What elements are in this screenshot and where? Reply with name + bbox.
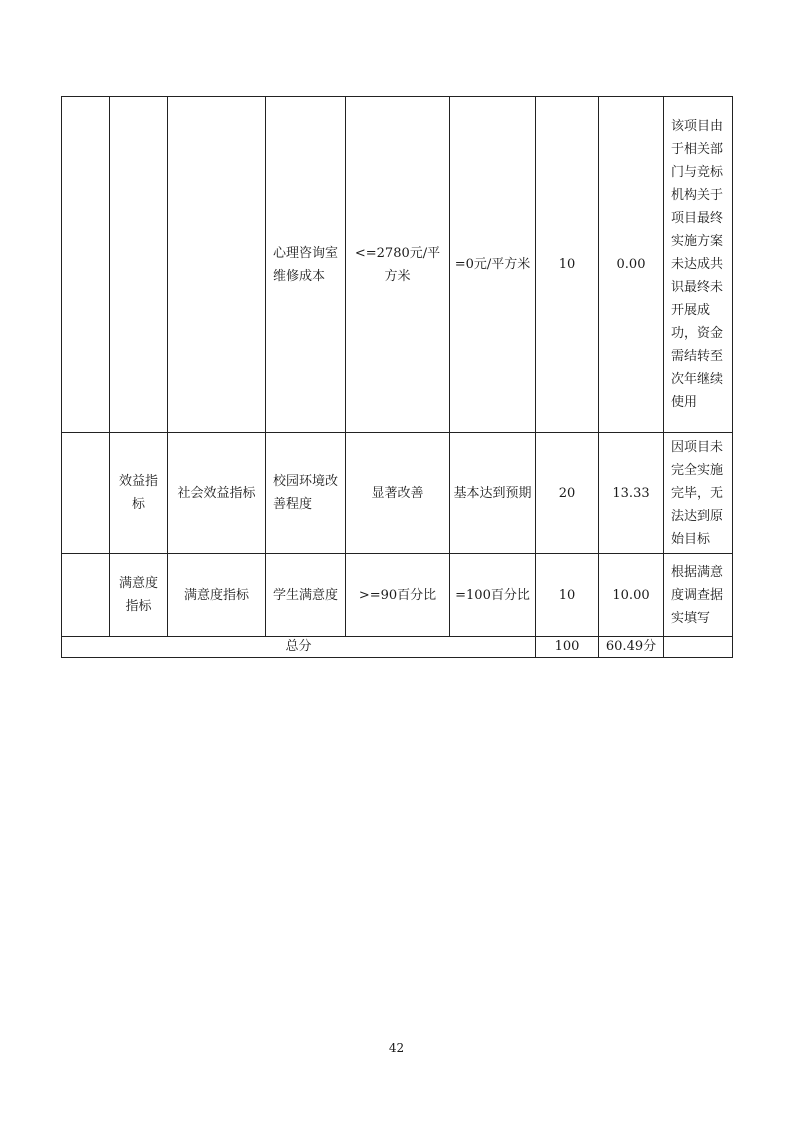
- target-cell: <=2780元/平方米: [346, 97, 450, 433]
- score-cell: 0.00: [599, 97, 664, 433]
- indicator-cell: 校园环境改善程度: [266, 433, 346, 554]
- indicator-cell: 学生满意度: [266, 554, 346, 637]
- note-cell: 因项目未完全实施完毕，无法达到原始目标: [664, 433, 733, 554]
- total-label: 总分: [62, 637, 536, 658]
- weight-cell: 20: [536, 433, 599, 554]
- score-cell: 13.33: [599, 433, 664, 554]
- actual-cell: =0元/平方米: [450, 97, 536, 433]
- level2-cell: 满意度指标: [168, 554, 266, 637]
- level1-cell: [110, 97, 168, 433]
- target-cell: >=90百分比: [346, 554, 450, 637]
- table-row: [62, 554, 733, 637]
- actual-cell: =100百分比: [450, 554, 536, 637]
- note-cell: 根据满意度调查据实填写: [664, 554, 733, 637]
- level1-cell: 效益指标: [110, 433, 168, 554]
- category-cell: [62, 554, 110, 637]
- level2-cell: 社会效益指标: [168, 433, 266, 554]
- total-score: 60.49分: [599, 637, 664, 658]
- total-weight: 100: [536, 637, 599, 658]
- category-cell: [62, 433, 110, 554]
- weight-cell: 10: [536, 97, 599, 433]
- category-cell: [62, 97, 110, 433]
- target-cell: 显著改善: [346, 433, 450, 554]
- table-row: [62, 433, 733, 554]
- score-cell: 10.00: [599, 554, 664, 637]
- table-row: [62, 97, 733, 433]
- performance-table: [61, 96, 733, 658]
- indicator-cell: 心理咨询室维修成本: [266, 97, 346, 433]
- note-cell: 该项目由于相关部门与竞标机构关于项目最终实施方案未达成共识最终未开展成功，资金需结转至次年继续使用: [664, 97, 733, 433]
- total-note: [664, 637, 733, 658]
- weight-cell: 10: [536, 554, 599, 637]
- total-row: [62, 637, 733, 658]
- actual-cell: 基本达到预期: [450, 433, 536, 554]
- level2-cell: [168, 97, 266, 433]
- page-number: 42: [388, 1041, 405, 1055]
- level1-cell: 满意度指标: [110, 554, 168, 637]
